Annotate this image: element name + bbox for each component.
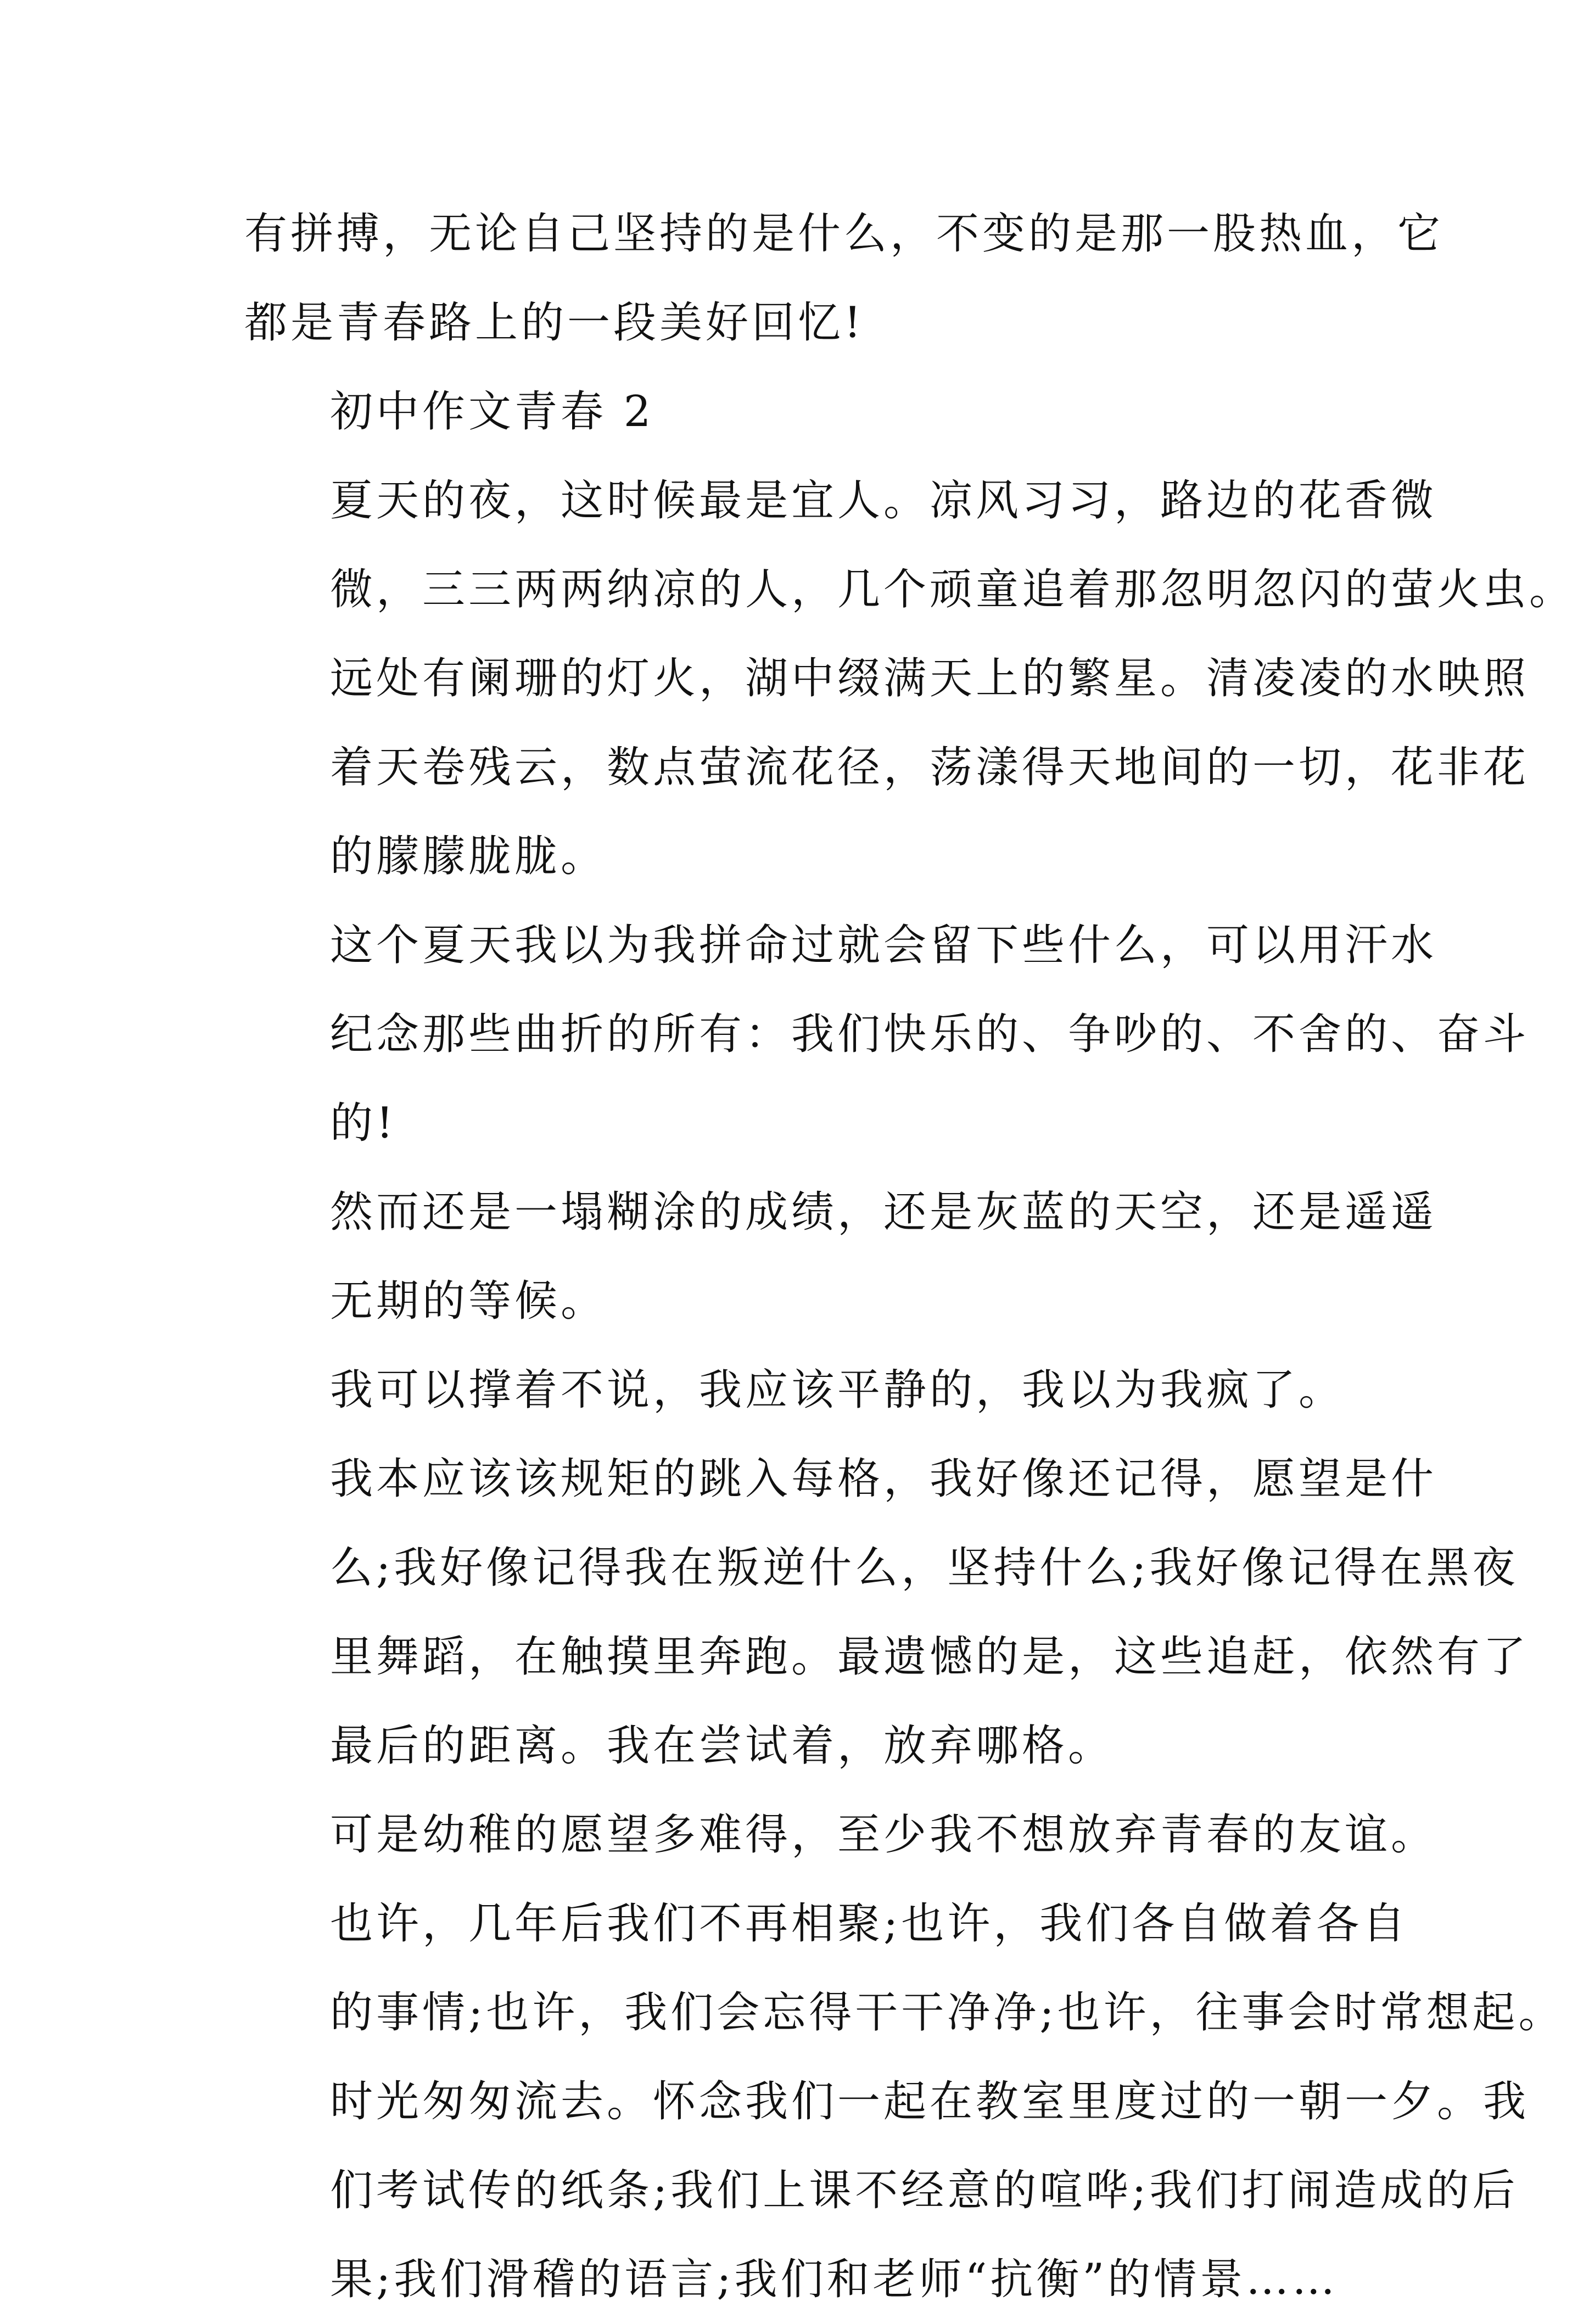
text-line: 果;我们滑稽的语言;我们和老师“抗衡”的情景…… [330, 2255, 1339, 2304]
text-line: 最后的距离。我在尝试着，放弃哪格。 [330, 1721, 1115, 1771]
text-line: 远处有阑珊的灯火，湖中缀满天上的繁星。清凌凌的水映照 [330, 654, 1530, 703]
text-line: 的! [330, 1099, 397, 1148]
text-line: 夏天的夜，这时候最是宜人。凉风习习，路边的花香微 [330, 476, 1437, 525]
text-line: 时光匆匆流去。怀念我们一起在教室里度过的一朝一夕。我 [330, 2077, 1530, 2126]
text-line: 可是幼稚的愿望多难得，至少我不想放弃青春的友谊。 [330, 1810, 1437, 1860]
text-line: 我可以撑着不说，我应该平静的，我以为我疯了。 [330, 1365, 1345, 1415]
text-line: 都是青春路上的一段美好回忆! [244, 298, 865, 348]
text-line: 然而还是一塌糊涂的成绩，还是灰蓝的天空，还是遥遥 [330, 1188, 1437, 1237]
text-line: 么;我好像记得我在叛逆什么，坚持什么;我好像记得在黑夜 [330, 1543, 1519, 1593]
text-line: 着天卷残云，数点萤流花径，荡漾得天地间的一切，花非花 [330, 743, 1530, 792]
text-line: 也许，几年后我们不再相聚;也许，我们各自做着各自 [330, 1899, 1409, 1948]
text-line: 这个夏天我以为我拼命过就会留下些什么，可以用汗水 [330, 921, 1437, 970]
essay-title [244, 367, 1364, 456]
paragraph-however [244, 1168, 1437, 1346]
paragraph-friendship [244, 1790, 1437, 1879]
title-line: 初中作文青春 2 [330, 387, 654, 436]
text-line: 无期的等候。 [330, 1276, 607, 1326]
paragraph-hold-back [244, 1346, 1364, 1435]
text-line: 我本应该该规矩的跳入每格，我好像还记得，愿望是什 [330, 1454, 1437, 1504]
paragraph-this-summer [244, 901, 1530, 1168]
text-line: 里舞蹈，在触摸里奔跑。最遗憾的是，这些追赶，依然有了 [330, 1632, 1530, 1682]
paragraph-summer-night [244, 456, 1576, 901]
paragraph-intro-continuation [244, 189, 1444, 367]
paragraph-rules [244, 1435, 1530, 1790]
text-line: 们考试传的纸条;我们上课不经意的喧哗;我们打闹造成的后 [330, 2166, 1519, 2215]
text-line: 有拼搏，无论自己坚持的是什么，不变的是那一股热血，它 [244, 209, 1444, 259]
text-line: 纪念那些曲折的所有：我们快乐的、争吵的、不舍的、奋斗 [330, 1010, 1530, 1059]
text-line: 的事情;也许，我们会忘得干干净净;也许，往事会时常想起。 [330, 1988, 1565, 2037]
paragraph-perhaps [244, 1879, 1565, 2324]
text-line: 的朦朦胧胧。 [330, 832, 607, 881]
document-body [244, 189, 1576, 2324]
text-line: 微，三三两两纳凉的人，几个顽童追着那忽明忽闪的萤火虫。 [330, 565, 1576, 614]
